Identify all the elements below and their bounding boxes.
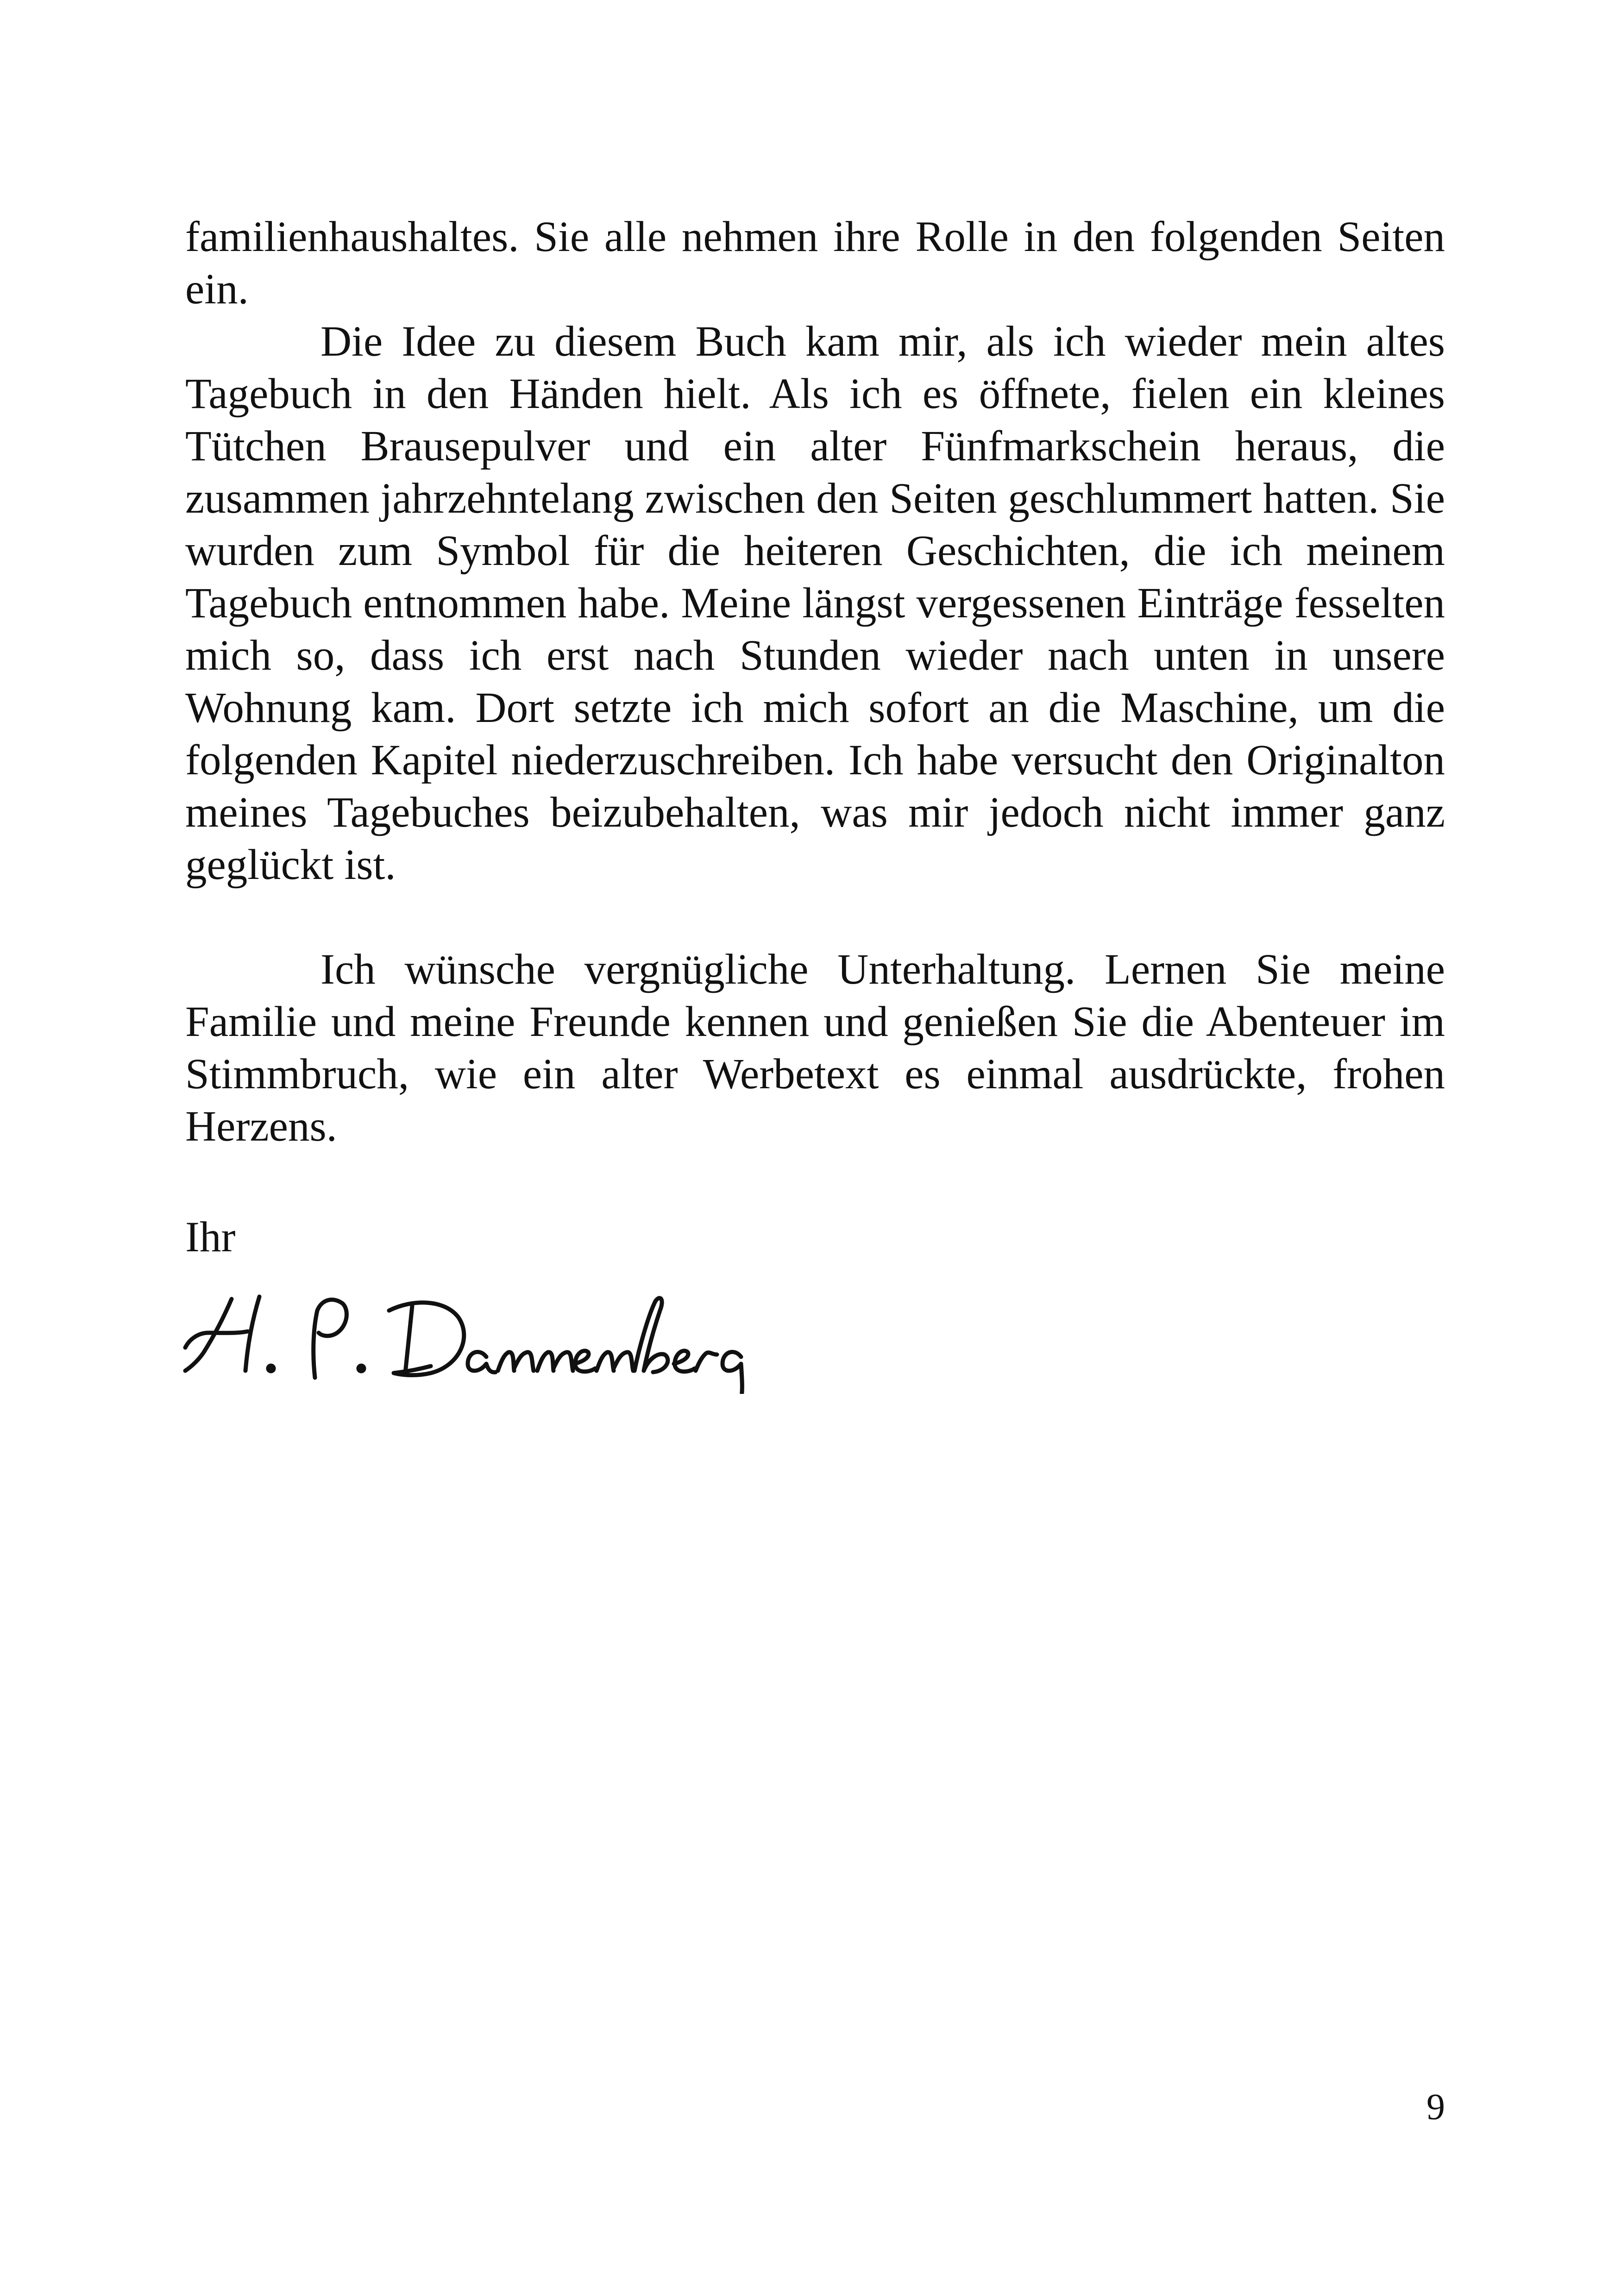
handwritten-signature [171, 1278, 829, 1394]
closing-salutation: Ihr [185, 1213, 236, 1261]
signature-text: H. P. Dannenberg [171, 1278, 175, 1279]
paragraph-3: Ich wünsche vergnügliche Unterhaltung. Lernen Sie meine Familie und meine Freunde kennen und genießen Sie die Abenteuer im Stimmbruch, wie ein alter Werbetext es einmal ausdrückte, frohen Herzens. [185, 946, 1445, 1150]
paragraph-2: Die Idee zu diesem Buch kam mir, als ich wieder mein altes Tagebuch in den Händen hielt. Als ich es öffnete, fielen ein kleines Tütchen Brausepulver und ein alter Fünfmarkschein heraus, die zusammen jahrzehntelang zwischen den Seiten geschlummert hatten. Sie wurden zum Symbol für die heiteren Geschichten, die ich meinem Tagebuch entnommen habe. Meine längst vergessenen Einträge fesselten mich so, dass ich erst nach Stunden wieder nach unten in unsere Wohnung kam. Dort setzte ich mich sofort an die Maschine, um die folgenden Kapitel niederzuschreiben. Ich habe versucht den Originalton meines Tagebuches beizubehalten, was mir jedoch nicht immer ganz geglückt ist. [185, 318, 1445, 889]
body-text [185, 211, 1445, 1153]
page-number: 9 [1426, 2087, 1445, 2127]
paragraph-1: familienhaushaltes. Sie alle nehmen ihre Rolle in den folgenden Seiten ein. [185, 213, 1445, 313]
